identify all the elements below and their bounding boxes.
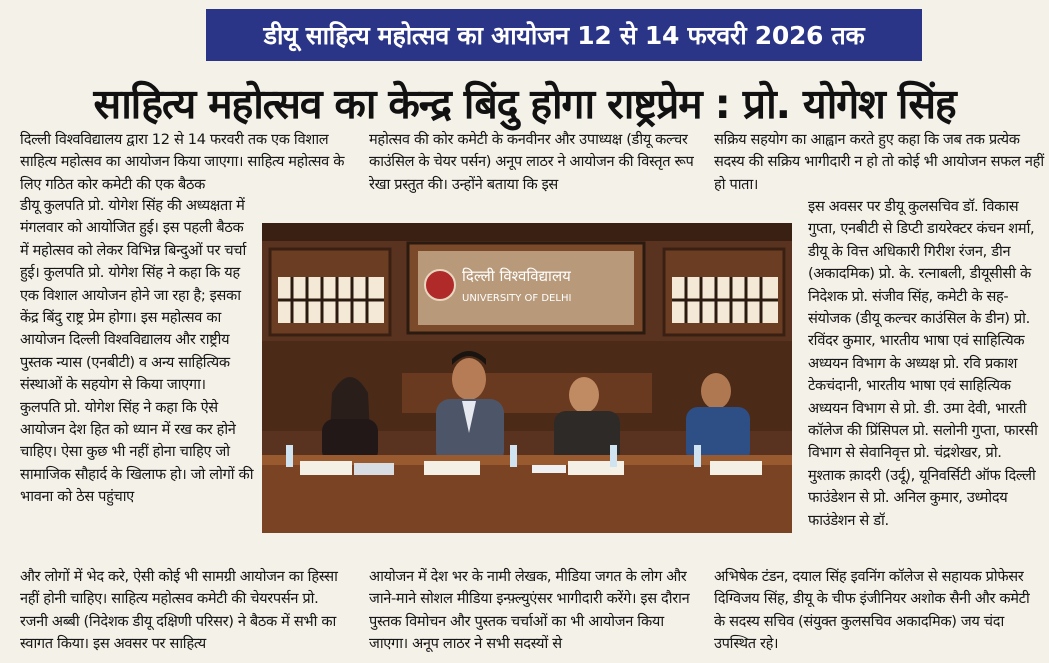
col1-wrap-paragraph-2: कुलपति प्रो. योगेश सिंह ने कहा कि ऐसे आयोजन देश हित को ध्यान में रख कर होने चाहिए। ऐसा कुछ भी नहीं होना चाहिए जो सामाजिक सौहार्द के खिलाफ हो। जो लोगों की भावना को ठेस पहुंचाए xyxy=(20,398,254,506)
col1-bottom-text xyxy=(20,566,350,656)
sign-english-text: UNIVERSITY OF DELHI xyxy=(462,293,572,304)
col2-top-paragraph: महोत्सव की कोर कमेटी के कनवीनर और उपाध्यक्ष (डीयू कल्चर काउंसिल के चेयर पर्सन) अनूप लाठर ने आयोजन की विस्तृत रूप रेखा प्रस्तुत की। उन्होंने बताया कि इस xyxy=(369,131,694,193)
col3-wrap-text xyxy=(808,196,1042,532)
col1-top-text xyxy=(20,129,350,196)
kicker-banner xyxy=(206,9,922,61)
col3-wrap-paragraph: इस अवसर पर डीयू कुलसचिव डॉ. विकास गुप्ता, एनबीटी से डिप्टी डायरेक्टर कंचन शर्मा, डीयू के वित्त अधिकारी गिरीश रंजन, डीन (अकादमिक) प्रो. के. रत्नाबली, डीयूसीसी के निदेशक प्रो. संजीव सिंह, कमेटी के सह-संयोजक (डीयू कल्चर काउंसिल के डीन) प्रो. रविंदर कुमार, भारतीय भाषा एवं साहित्यिक अध्ययन विभाग के अध्यक्ष प्रो. रवि प्रकाश टेकचंदानी, भारतीय भाषा एवं साहित्यिक अध्ययन विभाग से प्रो. डी. उमा देवी, भारती कॉलेज की प्रिंसिपल प्रो. सलोनी गुप्ता, फारसी विभाग से सेवानिवृत्त प्रो. चंद्रशेखर, प्रो. मुश्ताक क़ादरी (उर्दू), यूनिवर्सिटी ऑफ दिल्ली फाउंडेशन से प्रो. अनिल कुमार, उध्मोदय फाउंडेशन से डॉ. xyxy=(808,198,1038,529)
headline: साहित्य महोत्सव का केन्द्र बिंदु होगा राष्ट्रप्रेम : प्रो. योगेश सिंह xyxy=(93,80,956,128)
sign-hindi-text: दिल्ली विश्वविद्यालय xyxy=(462,267,571,285)
col1-wrap-text xyxy=(20,195,256,509)
col2-top-text xyxy=(369,129,699,196)
col3-bottom-paragraph: अभिषेक टंडन, दयाल सिंह इवनिंग कॉलेज से सहायक प्रोफेसर दिग्विजय सिंह, डीयू के चीफ इंजीनियर अशोक सैनी और कमेटी के सदस्य सचिव (संयुक्त कुलसचिव अकादमिक) जय चंदा उपस्थित रहे। xyxy=(714,568,1030,653)
meeting-photo xyxy=(262,223,792,533)
col3-bottom-text xyxy=(714,566,1044,656)
col3-top-paragraph: सक्रिय सहयोग का आह्वान करते हुए कहा कि जब तक प्रत्येक सदस्य की सक्रिय भागीदारी न हो तो कोई भी आयोजन सफल नहीं हो पाता। xyxy=(714,131,1044,193)
meeting-photo-illustration xyxy=(262,223,792,533)
col2-bottom-text xyxy=(369,566,699,656)
col1-top-paragraph: दिल्ली विश्वविद्यालय द्वारा 12 से 14 फरवरी तक एक विशाल साहित्य महोत्सव का आयोजन किया जाएगा। साहित्य महोत्सव के लिए गठित कोर कमेटी की एक बैठक xyxy=(20,131,345,193)
col1-bottom-paragraph: और लोगों में भेद करे, ऐसी कोई भी सामग्री आयोजन का हिस्सा नहीं होनी चाहिए। साहित्य महोत्सव कमेटी की चेयरपर्सन प्रो. रजनी अब्बी (निदेशक डीयू दक्षिणी परिसर) ने बैठक में सभी का स्वागत किया। इस अवसर पर साहित्य xyxy=(20,568,338,653)
col1-wrap-paragraph: डीयू कुलपति प्रो. योगेश सिंह की अध्यक्षता में मंगलवार को आयोजित हुई। इस पहली बैठक में महोत्सव को लेकर विभिन्न बिन्दुओं पर चर्चा हुई। कुलपति प्रो. योगेश सिंह ने कहा कि यह एक विशाल आयोजन होने जा रहा है; इसका केंद्र बिंदु राष्ट्र प्रेम होगा। इस महोत्सव का आयोजन दिल्ली विश्वविद्यालय और राष्ट्रीय पुस्तक न्यास (एनबीटी) व अन्य साहित्यिक संस्थाओं के सहयोग से किया जाएगा। xyxy=(20,197,246,394)
col3-top-text xyxy=(714,129,1044,196)
col2-bottom-paragraph: आयोजन में देश भर के नामी लेखक, मीडिया जगत के लोग और जाने-माने सोशल मीडिया इन्फ़्ल्युएंसर भागीदारी करेंगे। इस दौरान पुस्तक विमोचन और पुस्तक चर्चाओं का भी आयोजन किया जाएगा। अनूप लाठर ने सभी सदस्यों से xyxy=(369,568,690,653)
kicker-text: डीयू साहित्य महोत्सव का आयोजन 12 से 14 फरवरी 2026 तक xyxy=(263,21,865,50)
